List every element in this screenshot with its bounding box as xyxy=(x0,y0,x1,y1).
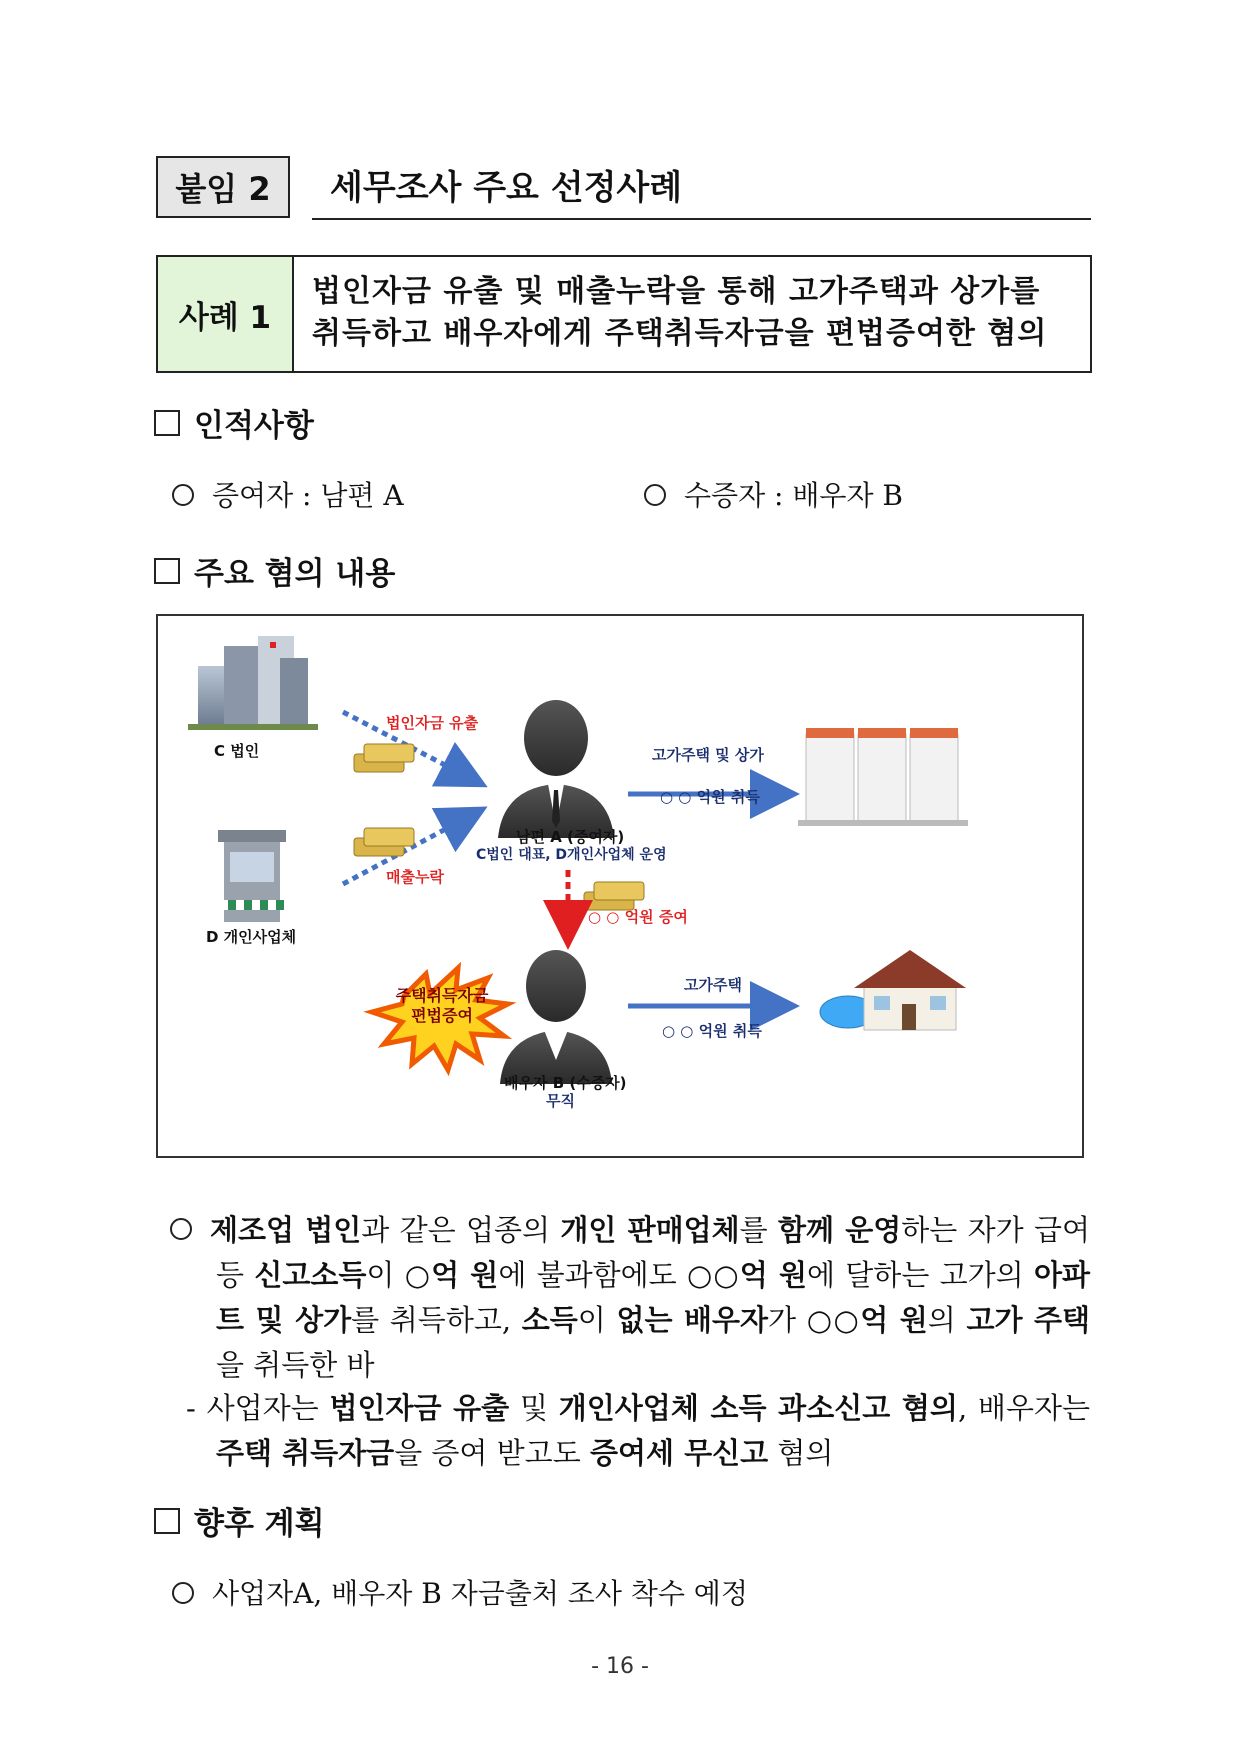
emphasis-text: 개인 판매업체 xyxy=(560,1213,740,1247)
body-text: 에 불과함에도 xyxy=(498,1258,687,1292)
emphasis-text: 제조업 법인 xyxy=(210,1213,362,1247)
case-title xyxy=(294,257,1090,371)
circle-bullet-icon xyxy=(172,484,194,506)
body-text: 를 xyxy=(739,1213,778,1247)
buy2-bottom-label: ○ ○ 억원 취득 xyxy=(662,1022,762,1040)
emphasis-text: 아파트 및 상가 xyxy=(216,1258,1091,1337)
title-underline xyxy=(312,218,1091,220)
circle-bullet-icon xyxy=(172,1582,194,1604)
section-personal-heading: 인적사항 xyxy=(194,408,314,444)
money-bundle-icon xyxy=(354,744,414,772)
donor-line xyxy=(172,474,404,514)
body-text: 이 xyxy=(366,1258,405,1292)
emphasis-text: 소득 xyxy=(521,1303,578,1337)
starburst-line2: 편법증여 xyxy=(411,1006,473,1025)
emphasis-text: ○억 원 xyxy=(404,1258,499,1292)
plan-item-text: 사업자A, 배우자 B 자금출처 조사 착수 예정 xyxy=(212,1577,748,1610)
business-building-icon xyxy=(218,830,286,922)
husband-silhouette-icon xyxy=(498,700,614,838)
recipient-line xyxy=(644,474,903,514)
body-text: 혐의 xyxy=(768,1436,834,1470)
paragraph-main-text xyxy=(210,1213,1090,1382)
case-box xyxy=(156,255,1092,373)
apartment-buildings-icon xyxy=(798,728,968,826)
emphasis-text: 법인자금 유출 xyxy=(329,1391,510,1425)
spouse-desc: 무직 xyxy=(546,1092,575,1110)
attachment-tag-text: 붙임 2 xyxy=(175,170,271,208)
paragraph-main xyxy=(170,1208,1090,1388)
plan-item xyxy=(172,1572,748,1612)
paragraph-sub-text xyxy=(207,1391,1090,1470)
body-text: 과 같은 업종의 xyxy=(361,1213,561,1247)
attachment-tag xyxy=(156,156,290,218)
body-text: 및 xyxy=(509,1391,559,1425)
section-personal xyxy=(154,400,314,445)
starburst-line1: 주택취득자금 xyxy=(395,986,489,1005)
page-title: 세무조사 주요 선정사례 xyxy=(330,168,683,208)
spouse-name: 배우자 B (수증자) xyxy=(504,1074,627,1092)
spouse-silhouette-icon xyxy=(500,950,612,1084)
outflow-label: 법인자금 유출 xyxy=(386,714,479,732)
emphasis-text: ○○억 원 xyxy=(687,1258,807,1292)
body-text: 사업자는 xyxy=(206,1391,330,1425)
dash-bullet: - xyxy=(186,1391,196,1425)
checkbox-square-icon xyxy=(154,558,180,584)
buy1-top-label: 고가주택 및 상가 xyxy=(652,746,764,764)
circle-bullet-icon xyxy=(170,1218,192,1240)
page-number: - 16 - xyxy=(591,1654,649,1679)
gift-label: ○ ○ 억원 증여 xyxy=(588,908,688,926)
emphasis-text: 없는 배우자 xyxy=(616,1303,769,1337)
emphasis-text: ○○억 원 xyxy=(806,1303,928,1337)
body-text: 의 xyxy=(927,1303,967,1337)
starburst-text xyxy=(386,986,498,1026)
emphasis-text: 주택 취득자금 xyxy=(216,1436,395,1470)
body-text: 를 취득하고, xyxy=(351,1303,522,1337)
corp-c-label: C 법인 xyxy=(214,742,260,760)
case-title-line1: 법인자금 유출 및 매출누락을 통해 고가주택과 상가를 xyxy=(312,274,1041,309)
house-with-pool-icon xyxy=(820,950,966,1030)
case-title-line2: 취득하고 배우자에게 주택취득자금을 편법증여한 혐의 xyxy=(312,316,1048,351)
section-main xyxy=(154,548,395,593)
emphasis-text: 개인사업체 소득 과소신고 혐의 xyxy=(558,1391,958,1425)
donor-text: 증여자 : 남편 A xyxy=(212,479,404,512)
body-text: 이 xyxy=(577,1303,617,1337)
buy2-top-label: 고가주택 xyxy=(684,976,742,994)
body-text: 을 증여 받고도 xyxy=(394,1436,590,1470)
circle-bullet-icon xyxy=(644,484,666,506)
body-text: 가 xyxy=(768,1303,807,1337)
recipient-text: 수증자 : 배우자 B xyxy=(684,479,903,512)
emphasis-text: 함께 운영 xyxy=(777,1213,902,1247)
omission-label: 매출누락 xyxy=(386,868,444,886)
body-text: 하는 자가 급여 등 xyxy=(216,1213,1090,1292)
checkbox-square-icon xyxy=(154,1508,180,1534)
section-plan xyxy=(154,1498,325,1543)
body-text: 을 취득한 바 xyxy=(216,1348,375,1382)
body-text: , 배우자는 xyxy=(957,1391,1090,1425)
case-label: 사례 1 xyxy=(158,257,294,371)
buy1-bottom-label: ○ ○ 억원 취득 xyxy=(660,788,760,806)
biz-d-label: D 개인사업체 xyxy=(206,928,297,946)
section-plan-heading: 향후 계획 xyxy=(194,1506,325,1542)
emphasis-text: 고가 주택 xyxy=(966,1303,1091,1337)
corporation-building-icon xyxy=(188,636,318,730)
section-main-heading: 주요 혐의 내용 xyxy=(194,556,396,592)
emphasis-text: 신고소득 xyxy=(254,1258,367,1292)
flow-diagram xyxy=(156,614,1084,1158)
husband-name: 남편 A (증여자) xyxy=(516,828,625,846)
emphasis-text: 증여세 무신고 xyxy=(589,1436,769,1470)
body-text: 에 달하는 고가의 xyxy=(806,1258,1034,1292)
husband-desc: C법인 대표, D개인사업체 운영 xyxy=(476,847,667,863)
paragraph-sub xyxy=(170,1386,1090,1476)
checkbox-square-icon xyxy=(154,410,180,436)
